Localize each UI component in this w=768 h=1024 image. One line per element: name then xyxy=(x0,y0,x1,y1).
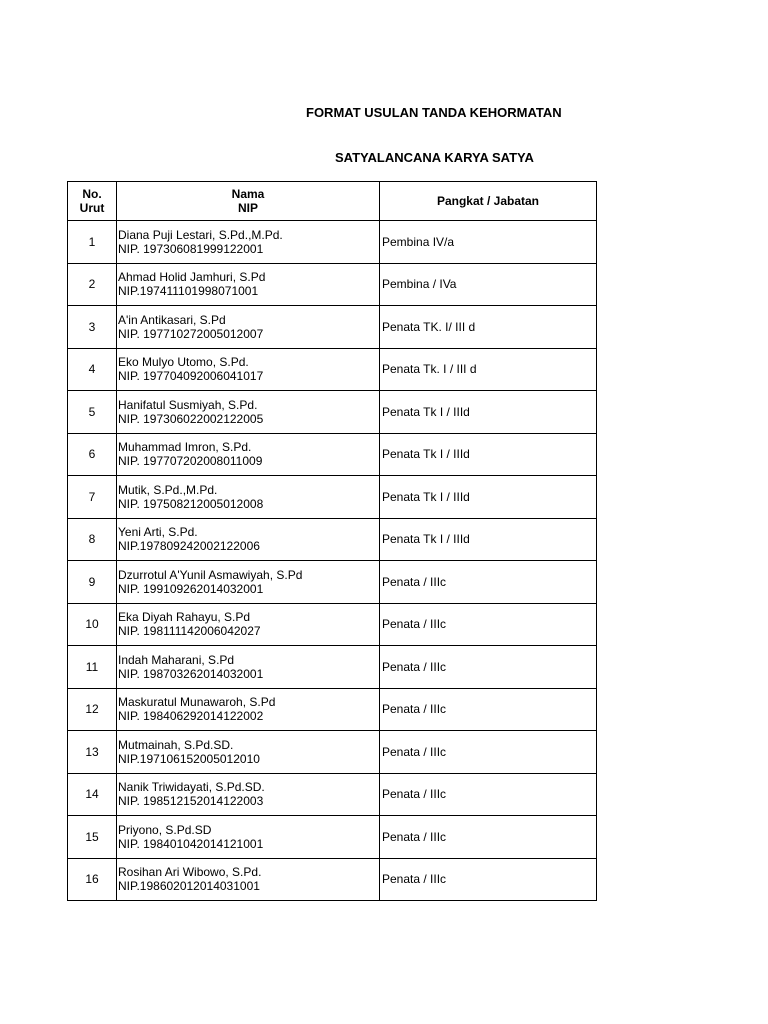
person-nip: NIP. 197306081999122001 xyxy=(118,241,264,256)
table-row xyxy=(68,816,597,859)
person-name: Muhammad Imron, S.Pd. xyxy=(118,440,252,455)
person-name: Rosihan Ari Wibowo, S.Pd. xyxy=(118,865,262,880)
table-row xyxy=(68,391,597,434)
header-name-line2: NIP xyxy=(237,201,258,215)
row-rank: Penata / IIIc xyxy=(380,858,597,901)
nominee-table xyxy=(67,181,597,901)
row-rank: Penata / IIIc xyxy=(380,731,597,774)
person-nip: NIP. 198703262014032001 xyxy=(118,666,264,681)
table-row xyxy=(68,476,597,519)
person-nip: NIP. 198406292014122002 xyxy=(118,709,264,724)
person-nip: NIP. 197704092006041017 xyxy=(118,369,264,384)
table-row xyxy=(68,433,597,476)
person-nip: NIP. 198111142006042027 xyxy=(118,624,261,639)
table-row xyxy=(68,773,597,816)
person-nip: NIP. 199109262014032001 xyxy=(118,581,264,596)
row-number: 11 xyxy=(68,646,117,689)
row-number: 12 xyxy=(68,688,117,731)
document-subtitle: SATYALANCANA KARYA SATYA xyxy=(335,150,534,165)
table-row xyxy=(68,348,597,391)
table-header xyxy=(68,182,597,221)
row-number: 7 xyxy=(68,476,117,519)
row-number: 14 xyxy=(68,773,117,816)
row-number: 4 xyxy=(68,348,117,391)
person-name: Dzurrotul A'Yunil Asmawiyah, S.Pd xyxy=(118,567,303,582)
row-name-nip xyxy=(117,816,380,859)
row-rank: Penata Tk I / IIId xyxy=(380,476,597,519)
table-row xyxy=(68,561,597,604)
person-name: Yeni Arti, S.Pd. xyxy=(118,525,198,540)
person-name: Ahmad Holid Jamhuri, S.Pd xyxy=(118,270,266,285)
table-body xyxy=(68,221,597,901)
row-name-nip xyxy=(117,688,380,731)
row-number: 10 xyxy=(68,603,117,646)
person-nip: NIP.197411101998071001 xyxy=(118,284,259,299)
row-name-nip xyxy=(117,263,380,306)
row-number: 2 xyxy=(68,263,117,306)
person-nip: NIP. 198401042014121001 xyxy=(118,836,264,851)
row-rank: Penata / IIIc xyxy=(380,603,597,646)
person-nip: NIP.197809242002122006 xyxy=(118,539,260,554)
row-rank: Penata / IIIc xyxy=(380,561,597,604)
row-name-nip xyxy=(117,391,380,434)
header-pangkat-jabatan: Pangkat / Jabatan xyxy=(380,182,597,221)
row-rank: Penata Tk I / IIId xyxy=(380,433,597,476)
person-name: Maskuratul Munawaroh, S.Pd xyxy=(118,695,276,710)
person-nip: NIP. 198512152014122003 xyxy=(118,794,264,809)
row-name-nip xyxy=(117,858,380,901)
row-rank: Penata / IIIc xyxy=(380,816,597,859)
row-number: 1 xyxy=(68,221,117,264)
person-nip: NIP. 197710272005012007 xyxy=(118,326,264,341)
row-name-nip xyxy=(117,603,380,646)
header-no-urut xyxy=(68,182,117,221)
table-row xyxy=(68,263,597,306)
row-rank: Penata / IIIc xyxy=(380,646,597,689)
document-title: FORMAT USULAN TANDA KEHORMATAN xyxy=(306,105,562,120)
table-row xyxy=(68,688,597,731)
row-number: 5 xyxy=(68,391,117,434)
table-row xyxy=(68,518,597,561)
person-nip: NIP. 197707202008011009 xyxy=(118,454,263,469)
table-row xyxy=(68,306,597,349)
row-rank: Penata / IIIc xyxy=(380,688,597,731)
person-name: Mutmainah, S.Pd.SD. xyxy=(118,737,234,752)
person-name: Mutik, S.Pd.,M.Pd. xyxy=(118,482,218,497)
header-no-line1: No. xyxy=(82,187,102,201)
row-name-nip xyxy=(117,518,380,561)
person-nip: NIP.197106152005012010 xyxy=(118,751,260,766)
header-name-line1: Nama xyxy=(231,187,265,201)
row-rank: Penata / IIIc xyxy=(380,773,597,816)
person-nip: NIP.198602012014031001 xyxy=(118,879,260,894)
row-name-nip xyxy=(117,433,380,476)
row-name-nip xyxy=(117,221,380,264)
row-name-nip xyxy=(117,348,380,391)
person-name: Eka Diyah Rahayu, S.Pd xyxy=(118,610,251,625)
table-row xyxy=(68,731,597,774)
row-rank: Penata Tk. I / III d xyxy=(380,348,597,391)
row-name-nip xyxy=(117,646,380,689)
table-row xyxy=(68,858,597,901)
person-name: A'in Antikasari, S.Pd xyxy=(118,312,226,327)
header-nama-nip xyxy=(117,182,380,221)
row-name-nip xyxy=(117,561,380,604)
row-rank: Pembina IV/a xyxy=(380,221,597,264)
row-name-nip xyxy=(117,476,380,519)
row-number: 15 xyxy=(68,816,117,859)
row-name-nip xyxy=(117,731,380,774)
row-rank: Penata TK. I/ III d xyxy=(380,306,597,349)
person-name: Indah Maharani, S.Pd xyxy=(118,652,235,667)
table-row xyxy=(68,603,597,646)
person-name: Nanik Triwidayati, S.Pd.SD. xyxy=(118,780,265,795)
row-name-nip xyxy=(117,773,380,816)
row-rank: Penata Tk I / IIId xyxy=(380,391,597,434)
row-number: 8 xyxy=(68,518,117,561)
person-name: Hanifatul Susmiyah, S.Pd. xyxy=(118,397,258,412)
person-nip: NIP. 197306022002122005 xyxy=(118,411,264,426)
person-name: Diana Puji Lestari, S.Pd.,M.Pd. xyxy=(118,227,283,242)
person-name: Eko Mulyo Utomo, S.Pd. xyxy=(118,355,249,370)
row-rank: Pembina / IVa xyxy=(380,263,597,306)
header-no-line2: Urut xyxy=(79,201,105,215)
row-number: 3 xyxy=(68,306,117,349)
row-number: 6 xyxy=(68,433,117,476)
row-number: 9 xyxy=(68,561,117,604)
table-row xyxy=(68,221,597,264)
table-header-row xyxy=(68,182,597,221)
person-name: Priyono, S.Pd.SD xyxy=(118,822,212,837)
row-name-nip xyxy=(117,306,380,349)
row-number: 16 xyxy=(68,858,117,901)
table-row xyxy=(68,646,597,689)
row-number: 13 xyxy=(68,731,117,774)
person-nip: NIP. 197508212005012008 xyxy=(118,496,264,511)
row-rank: Penata Tk I / IIId xyxy=(380,518,597,561)
